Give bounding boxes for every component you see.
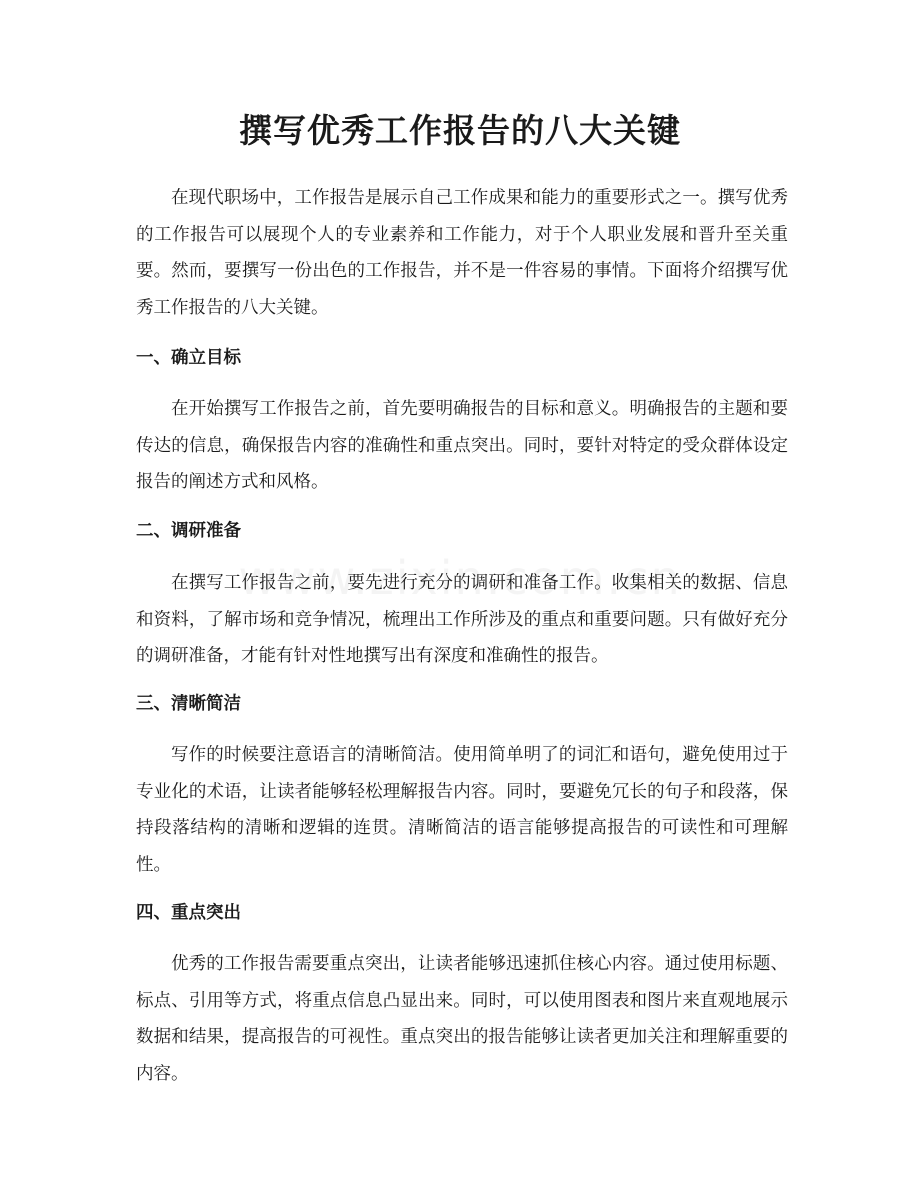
intro-paragraph: 在现代职场中，工作报告是展示自己工作成果和能力的重要形式之一。撰写优秀的工作报告可以展现个人的专业素养和工作能力，对于个人职业发展和晋升至关重要。然而，要撰写一份出色的工作报告，并不是一件容易的事情。下面将介绍撰写优秀工作报告的八大关键。	[136, 188, 788, 318]
section-body-1: 在开始撰写工作报告之前，首先要明确报告的目标和意义。明确报告的主题和要传达的信息，确保报告内容的准确性和重点突出。同时，要针对特定的受众群体设定报告的阐述方式和风格。	[136, 399, 788, 493]
section-heading-1: 一、确立目标	[136, 348, 241, 368]
section-body-4: 优秀的工作报告需要重点突出，让读者能够迅速抓住核心内容。通过使用标题、标点、引用等方式，将重点信息凸显出来。同时，可以使用图表和图片来直观地展示数据和结果，提高报告的可视性。重点突出的报告能够让读者更加关注和理解重要的内容。	[136, 954, 788, 1084]
document-title: 撰写优秀工作报告的八大关键	[239, 111, 681, 150]
section-heading-4: 四、重点突出	[136, 903, 241, 923]
section-body-2: 在撰写工作报告之前，要先进行充分的调研和准备工作。收集相关的数据、信息和资料，了解市场和竞争情况，梳理出工作所涉及的重点和重要问题。只有做好充分的调研准备，才能有针对性地撰写出有深度和准确性的报告。	[136, 573, 788, 667]
section-heading-2: 二、调研准备	[136, 521, 241, 541]
section-heading-3: 三、清晰简洁	[136, 694, 241, 714]
section-body-3: 写作的时候要注意语言的清晰简洁。使用简单明了的词汇和语句，避免使用过于专业化的术语，让读者能够轻松理解报告内容。同时，要避免冗长的句子和段落，保持段落结构的清晰和逻辑的连贯。清晰简洁的语言能够提高报告的可读性和可理解性。	[136, 745, 788, 875]
